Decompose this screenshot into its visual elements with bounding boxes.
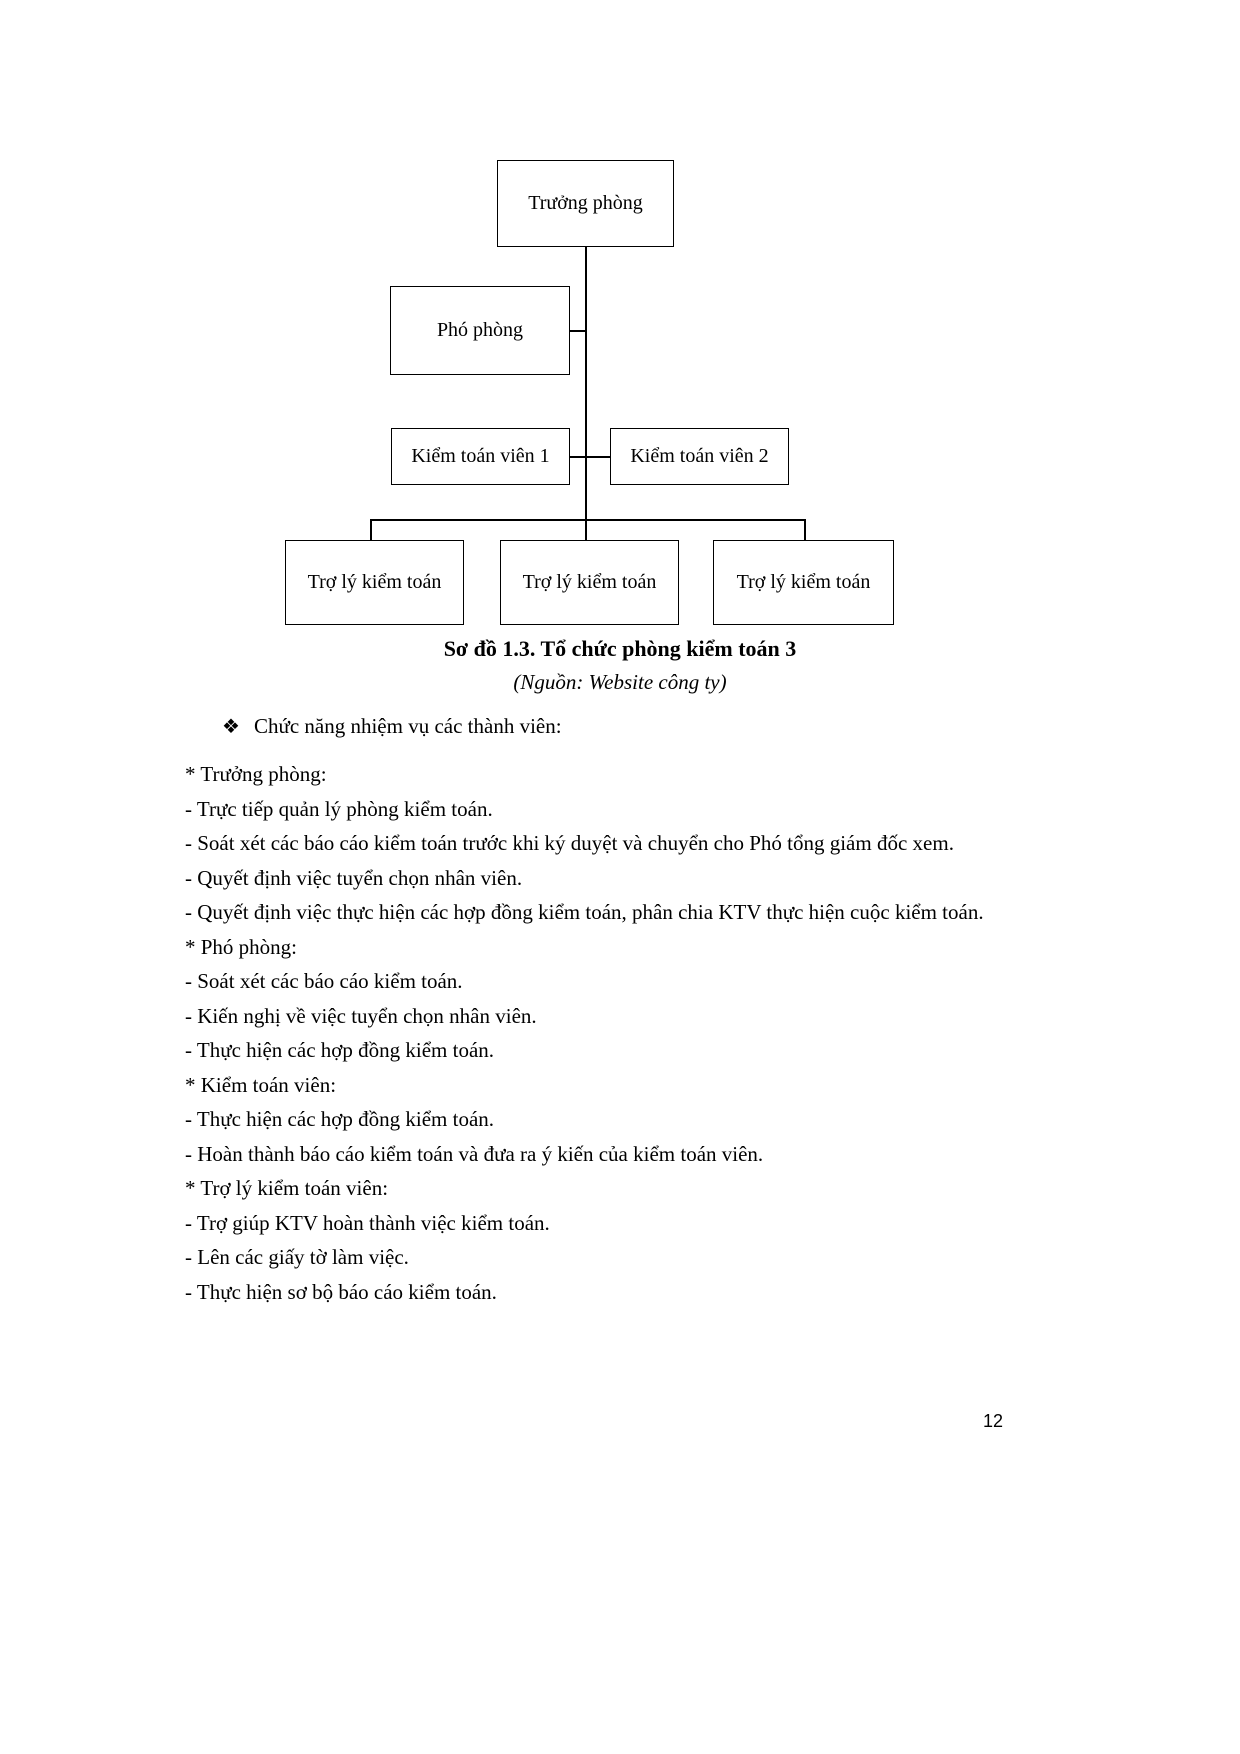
- body-line: - Trợ giúp KTV hoàn thành việc kiểm toán.: [185, 1210, 550, 1235]
- body-line: - Kiến nghị về việc tuyển chọn nhân viên.: [185, 1003, 537, 1028]
- connector-drop-left: [370, 519, 372, 540]
- body-line: - Lên các giấy tờ làm việc.: [185, 1245, 409, 1269]
- org-node-head-of-department: Trưởng phòng: [497, 160, 674, 247]
- page-number: 12: [983, 1411, 1004, 1431]
- diagram-caption: Sơ đồ 1.3. Tổ chức phòng kiểm toán 3: [443, 636, 797, 661]
- org-node-assistant-1: Trợ lý kiểm toán: [285, 540, 464, 625]
- body-line: - Trực tiếp quản lý phòng kiểm toán.: [185, 796, 493, 821]
- body-text: [185, 757, 1013, 1309]
- body-line: - Soát xét các báo cáo kiểm toán trước khi ký duyệt và chuyển cho Phó tổng giám đốc xem.: [185, 831, 954, 855]
- diamond-bullet-icon: ❖: [222, 716, 240, 738]
- body-line: - Thực hiện các hợp đồng kiểm toán.: [185, 1107, 495, 1131]
- body-line: - Quyết định việc tuyển chọn nhân viên.: [185, 865, 523, 890]
- connector-deputy: [570, 330, 586, 332]
- section-heading: [222, 714, 562, 739]
- body-line: - Quyết định việc thực hiện các hợp đồng kiểm toán, phân chia KTV thực hiện cuộc kiểm toán.: [185, 900, 984, 924]
- body-line: * Phó phòng:: [185, 934, 298, 959]
- body-line: * Kiểm toán viên:: [185, 1072, 337, 1097]
- connector-drop-right: [804, 519, 806, 540]
- body-line: * Trưởng phòng:: [185, 762, 327, 786]
- body-line: - Hoàn thành báo cáo kiểm toán và đưa ra ý kiến của kiểm toán viên.: [185, 1141, 764, 1166]
- org-node-assistant-2: Trợ lý kiểm toán: [500, 540, 679, 625]
- body-line: - Soát xét các báo cáo kiểm toán.: [185, 969, 463, 993]
- connector-main-vertical: [585, 247, 587, 540]
- body-line: - Thực hiện sơ bộ báo cáo kiểm toán.: [185, 1279, 497, 1304]
- connector-distributor: [370, 519, 806, 521]
- section-title: Chức năng nhiệm vụ các thành viên:: [253, 714, 562, 738]
- org-node-deputy-head: Phó phòng: [390, 286, 570, 375]
- org-node-auditor-2: Kiểm toán viên 2: [610, 428, 789, 485]
- diagram-source: (Nguồn: Website công ty): [513, 670, 727, 694]
- org-node-auditor-1: Kiểm toán viên 1: [391, 428, 570, 485]
- org-node-assistant-3: Trợ lý kiểm toán: [713, 540, 894, 625]
- body-line: * Trợ lý kiểm toán viên:: [185, 1176, 389, 1200]
- body-line: - Thực hiện các hợp đồng kiểm toán.: [185, 1038, 495, 1062]
- connector-auditors: [570, 456, 611, 458]
